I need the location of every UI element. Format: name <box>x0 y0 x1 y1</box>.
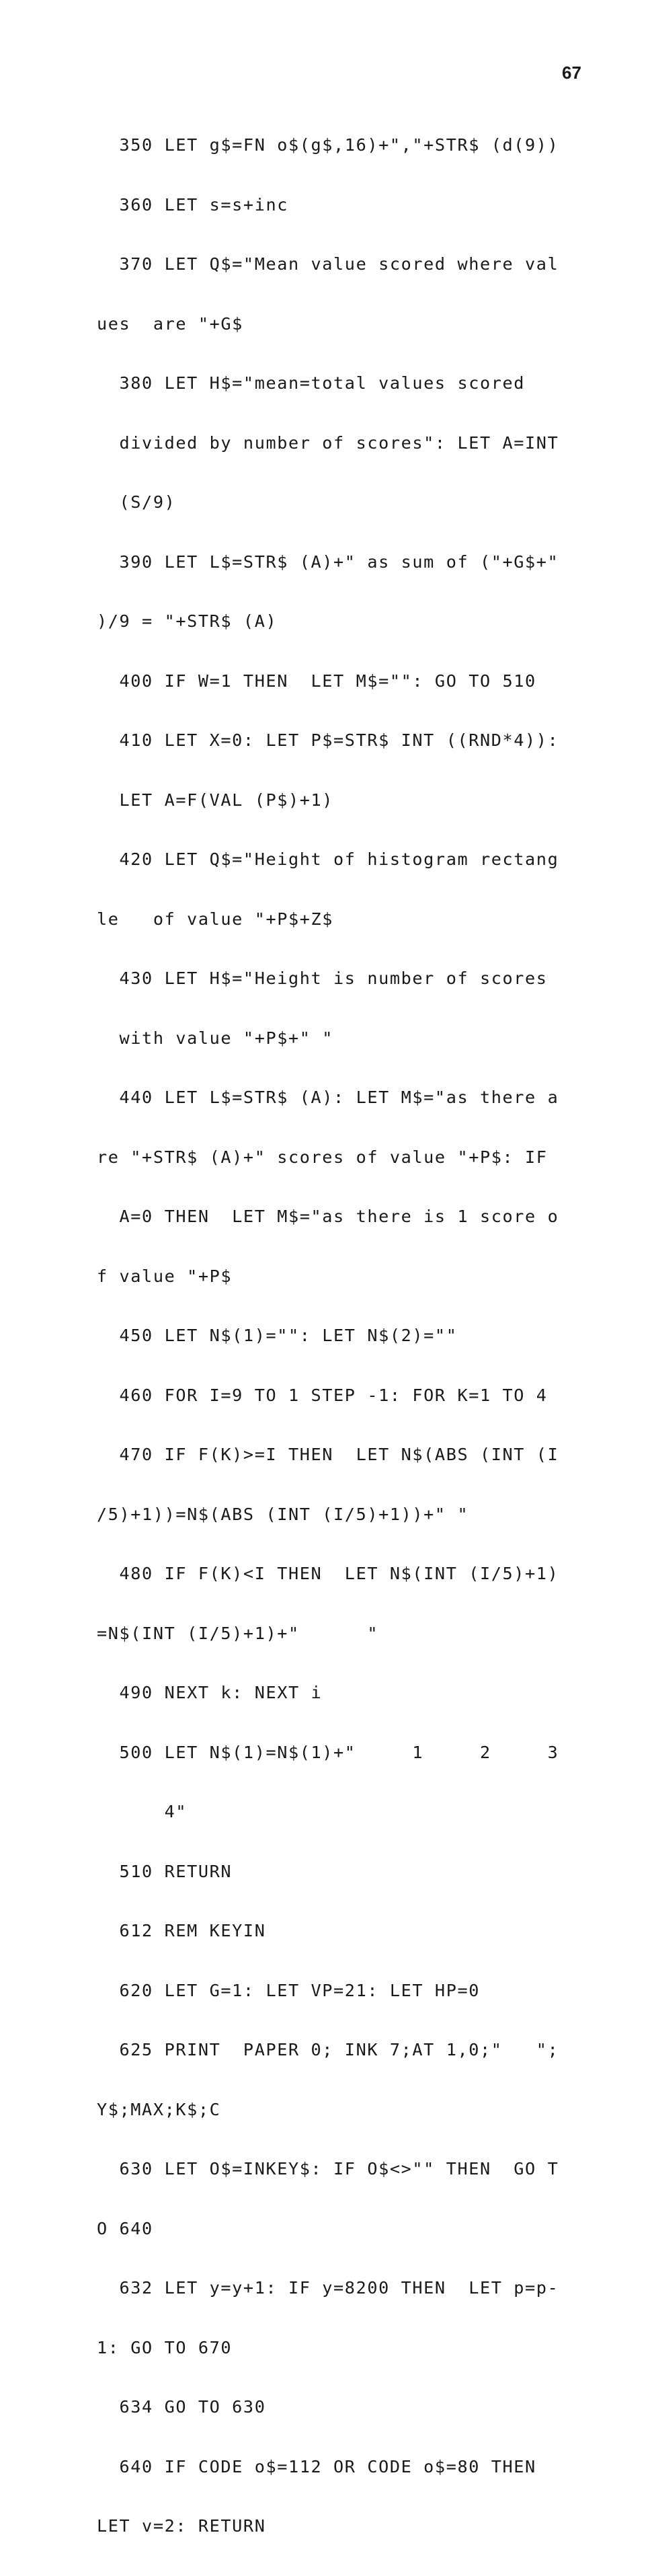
code-line: 400 IF W=1 THEN LET M$="": GO TO 510 <box>97 671 536 691</box>
page-number: 67 <box>562 63 581 83</box>
code-line: re "+STR$ (A)+" scores of value "+P$: IF <box>97 1147 548 1167</box>
code-line: 625 PRINT PAPER 0; INK 7;AT 1,0;" "; <box>97 2040 559 2059</box>
code-line: 510 RETURN <box>97 1861 233 1881</box>
code-line: 490 NEXT k: NEXT i <box>97 1683 323 1702</box>
code-line: )/9 = "+STR$ (A) <box>97 611 278 631</box>
code-line: 640 IF CODE o$=112 OR CODE o$=80 THEN <box>97 2456 536 2476</box>
code-line: 450 LET N$(1)="": LET N$(2)="" <box>97 1326 458 1345</box>
code-line: O 640 <box>97 2218 153 2238</box>
code-line: with value "+P$+" " <box>97 1028 334 1048</box>
code-line: =N$(INT (I/5)+1)+" " <box>97 1623 379 1643</box>
code-line: 480 IF F(K)<I THEN LET N$(INT (I/5)+1) <box>97 1564 559 1583</box>
code-line: 612 REM KEYIN <box>97 1921 266 1940</box>
code-line: 410 LET X=0: LET P$=STR$ INT ((RND*4)): <box>97 730 559 750</box>
code-line: 500 LET N$(1)=N$(1)+" 1 2 3 <box>97 1742 559 1762</box>
code-line: 632 LET y=y+1: IF y=8200 THEN LET p=p- <box>97 2278 559 2298</box>
code-line: LET A=F(VAL (P$)+1) <box>97 790 334 810</box>
code-line: divided by number of scores": LET A=INT <box>97 432 559 453</box>
code-line: 380 LET H$="mean=total values scored <box>97 373 526 393</box>
code-line: 4" <box>97 1802 188 1821</box>
code-line: 420 LET Q$="Height of histogram rectang <box>97 849 559 869</box>
code-line: ues are "+G$ <box>97 313 243 334</box>
code-line: 360 LET s=s+inc <box>97 194 288 215</box>
basic-program-listing <box>97 96 592 2576</box>
code-line: f value "+P$ <box>97 1266 233 1286</box>
code-line: (S/9) <box>97 492 176 512</box>
code-line: 460 FOR I=9 TO 1 STEP -1: FOR K=1 TO 4 <box>97 1385 548 1405</box>
code-line: le of value "+P$+Z$ <box>97 909 334 929</box>
code-line: 390 LET L$=STR$ (A)+" as sum of ("+G$+" <box>97 552 559 572</box>
code-line: 430 LET H$="Height is number of scores <box>97 969 548 988</box>
code-line: 350 LET g$=FN o$(g$,16)+","+STR$ (d(9)) <box>97 135 559 155</box>
code-line: /5)+1))=N$(ABS (INT (I/5)+1))+" " <box>97 1504 469 1524</box>
code-line: 630 LET O$=INKEY$: IF O$<>"" THEN GO T <box>97 2159 559 2179</box>
code-line: 470 IF F(K)>=I THEN LET N$(ABS (INT (I <box>97 1445 559 1464</box>
code-line: A=0 THEN LET M$="as there is 1 score o <box>97 1207 559 1226</box>
code-line: 1: GO TO 670 <box>97 2337 233 2357</box>
code-line: 634 GO TO 630 <box>97 2397 266 2417</box>
code-line: 620 LET G=1: LET VP=21: LET HP=0 <box>97 1980 480 2000</box>
code-line: 440 LET L$=STR$ (A): LET M$="as there a <box>97 1088 559 1107</box>
code-line: 370 LET Q$="Mean value scored where val <box>97 254 559 274</box>
code-line: Y$;MAX;K$;C <box>97 2099 221 2119</box>
code-line: LET v=2: RETURN <box>97 2516 266 2536</box>
